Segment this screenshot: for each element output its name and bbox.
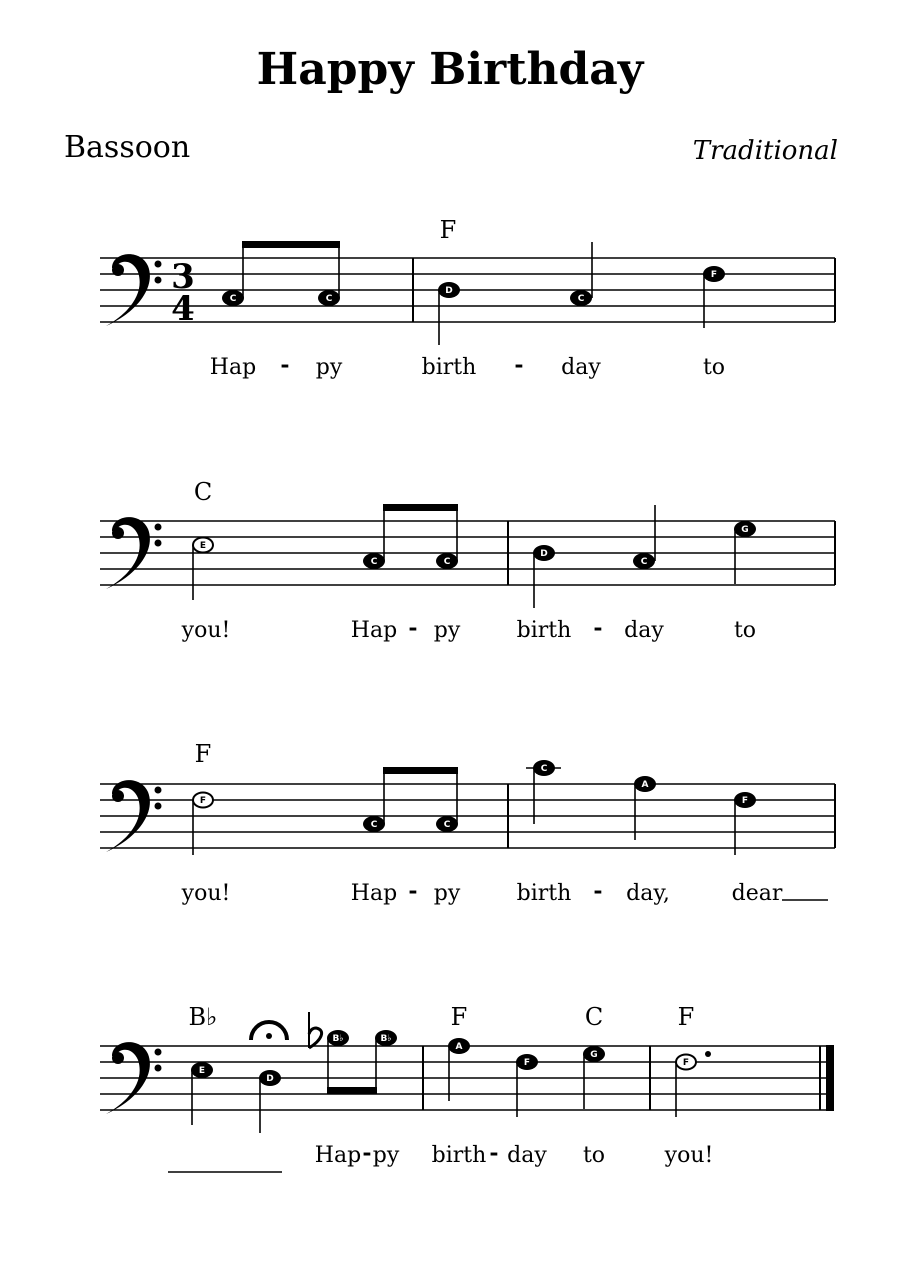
svg-text:py: py (433, 618, 461, 643)
svg-text:to: to (582, 1143, 606, 1168)
svg-text:Hap: Hap (350, 881, 398, 906)
svg-text:-: - (489, 1140, 499, 1166)
svg-text:C: C (443, 557, 451, 567)
time-signature-bottom: 4 (171, 289, 195, 329)
augmentation-dot (705, 1051, 711, 1057)
instrument-name: Bassoon (64, 130, 191, 165)
lyrics-line (315, 1140, 714, 1168)
svg-text:-: - (362, 1140, 372, 1166)
note-head (193, 793, 213, 808)
note-head (583, 1046, 605, 1062)
note-head (634, 776, 656, 792)
svg-text:you!: you! (181, 618, 231, 643)
svg-text:C: C (370, 820, 378, 830)
svg-text:birth: birth (516, 618, 572, 643)
staff-lines (100, 521, 835, 585)
svg-text:dear: dear (731, 881, 783, 906)
note-head (533, 760, 555, 776)
svg-text:C: C (577, 294, 585, 304)
svg-text:C: C (325, 294, 333, 304)
svg-text:to: to (733, 618, 757, 643)
beam (383, 504, 458, 511)
svg-text:D: D (540, 549, 548, 559)
note-head (438, 282, 460, 298)
svg-text:you!: you! (181, 881, 231, 906)
svg-text:to: to (702, 355, 726, 380)
chord-symbol: F (450, 1003, 468, 1031)
svg-text:B♭: B♭ (380, 1034, 392, 1044)
svg-text:C: C (640, 557, 648, 567)
svg-text:-: - (593, 615, 603, 641)
svg-text:birth: birth (516, 881, 572, 906)
lyrics-line (210, 352, 725, 380)
chord-symbol: F (194, 740, 212, 768)
svg-text:-: - (408, 615, 418, 641)
svg-text:py: py (433, 881, 461, 906)
note-head (734, 521, 756, 537)
chord-symbol: C (584, 1003, 604, 1031)
note-head (436, 816, 458, 832)
note-head (318, 290, 340, 306)
svg-text:py: py (315, 355, 343, 380)
beam (383, 767, 458, 774)
lyrics-line (181, 878, 783, 906)
svg-text:day: day (507, 1143, 547, 1168)
svg-text:F: F (741, 796, 749, 806)
note-head (363, 553, 385, 569)
beam (327, 1087, 377, 1094)
chord-symbol: F (677, 1003, 695, 1031)
svg-text:B♭: B♭ (332, 1034, 344, 1044)
note-head (193, 538, 213, 553)
system-2 (100, 478, 835, 643)
note-head (633, 553, 655, 569)
svg-text:G: G (590, 1050, 598, 1060)
svg-text:C: C (540, 764, 548, 774)
svg-text:-: - (280, 352, 290, 378)
note-head (327, 1030, 349, 1046)
svg-text:A: A (641, 780, 649, 790)
svg-text:birth: birth (421, 355, 477, 380)
staff-lines (100, 1046, 832, 1110)
note-head (191, 1062, 213, 1078)
svg-text:F: F (523, 1058, 531, 1068)
chord-symbol: C (193, 478, 213, 506)
note-head (570, 290, 592, 306)
svg-text:day,: day, (626, 881, 670, 906)
svg-text:C: C (229, 294, 237, 304)
note-head (703, 266, 725, 282)
svg-text:F: F (710, 270, 718, 280)
system-3 (100, 740, 835, 906)
system-4 (100, 1003, 834, 1172)
svg-text:G: G (741, 525, 749, 535)
time-signature-top: 3 (171, 257, 195, 297)
svg-text:E: E (198, 1066, 206, 1076)
svg-text:A: A (455, 1042, 463, 1052)
note-head (375, 1030, 397, 1046)
lyrics-line (181, 615, 756, 643)
svg-text:-: - (593, 878, 603, 904)
flat-icon (309, 1012, 322, 1048)
system-1 (100, 216, 835, 380)
svg-text:Hap: Hap (314, 1143, 362, 1168)
svg-text:-: - (408, 878, 418, 904)
svg-text:E: E (199, 541, 207, 551)
final-barline-thick (826, 1045, 834, 1111)
svg-text:birth: birth (431, 1143, 487, 1168)
svg-text:-: - (514, 352, 524, 378)
svg-text:C: C (370, 557, 378, 567)
svg-text:C: C (443, 820, 451, 830)
svg-text:D: D (266, 1074, 274, 1084)
note-head (259, 1070, 281, 1086)
score-title: Happy Birthday (256, 44, 644, 95)
note-head (734, 792, 756, 808)
svg-text:you!: you! (664, 1143, 714, 1168)
svg-text:D: D (445, 286, 453, 296)
svg-text:F: F (682, 1058, 690, 1068)
svg-text:day: day (561, 355, 601, 380)
note-head (516, 1054, 538, 1070)
svg-text:F: F (199, 796, 207, 806)
svg-text:Hap: Hap (209, 355, 257, 380)
note-head (436, 553, 458, 569)
chord-symbol: B♭ (188, 1003, 218, 1031)
beam (242, 241, 340, 248)
svg-text:py: py (372, 1143, 400, 1168)
fermata-icon (251, 1022, 287, 1040)
staff-lines (100, 258, 835, 322)
note-head (533, 545, 555, 561)
note-head (222, 290, 244, 306)
note-head (448, 1038, 470, 1054)
note-head (676, 1055, 696, 1070)
chord-symbol: F (439, 216, 457, 244)
svg-text:Hap: Hap (350, 618, 398, 643)
svg-text:day: day (624, 618, 664, 643)
note-head (363, 816, 385, 832)
composer-name: Traditional (692, 136, 838, 166)
